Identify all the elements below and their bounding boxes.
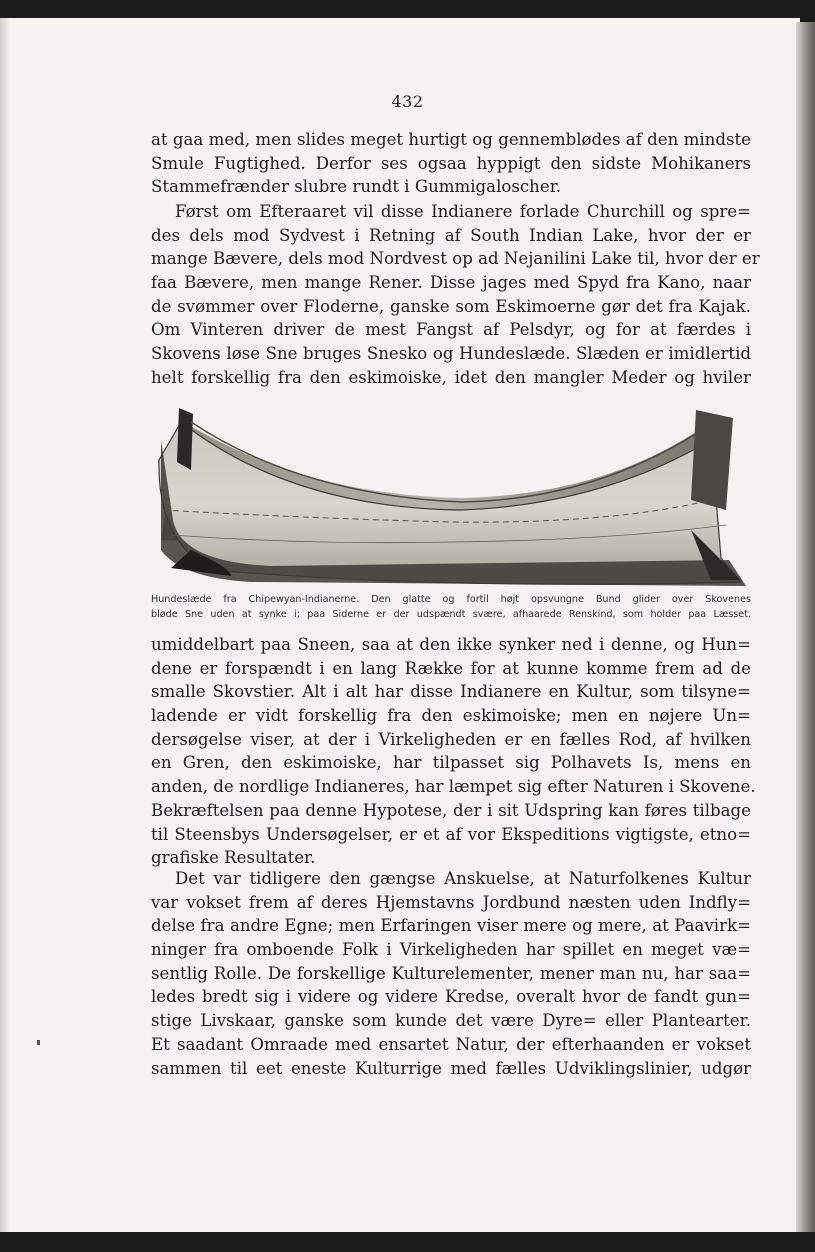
text-line: de svømmer over Floderne, ganske som Eskimoerne gør det fra Kajak. <box>151 296 751 316</box>
text-line: umiddelbart paa Sneen, saa at den ikke synker ned i denne, og Hun= <box>151 635 751 654</box>
page-number: 432 <box>391 92 424 111</box>
text-line: Skovens løse Sne bruges Snesko og Hundeslæde. Slæden er imidlertid <box>151 344 751 364</box>
text-line: helt forskellig fra den eskimoiske, idet den mangler Meder og hviler <box>151 367 751 387</box>
rear-post <box>691 410 733 510</box>
text-line: Smule Fugtighed. Derfor ses ogsaa hyppigt den sidste Mohikaners <box>151 153 751 173</box>
paragraph-2 <box>151 200 760 390</box>
text-line: Bekræftelsen paa denne Hypotese, der i sit Udspring kan føres tilbage <box>151 800 751 820</box>
text-line: ledes bredt sig i videre og videre Kredse, overalt hvor de fandt gun= <box>151 987 751 1007</box>
text-line: des dels mod Sydvest i Retning af South Indian Lake, hvor der er <box>151 225 751 245</box>
text-line: anden, de nordlige Indianeres, har læmpet sig efter Naturen i Skovene. <box>151 777 756 797</box>
caption-line: Hundeslæde fra Chipewyan-Indianerne. Den glatte og fortil højt opsvungne Bund glider over Skovenes <box>151 594 751 605</box>
text-line: smalle Skovstier. Alt i alt har disse Indianere en Kultur, som tilsyne= <box>151 682 751 702</box>
figure-caption <box>151 592 751 622</box>
page-gutter-shadow <box>0 18 10 1232</box>
paragraph-4 <box>151 867 751 1080</box>
text-line: mange Bævere, dels mod Nordvest op ad Nejanilini Lake til, hvor der er <box>151 249 760 269</box>
text-line: ninger fra omboende Folk i Virkeligheden har spillet en meget væ= <box>151 940 751 960</box>
text-line: Stammefrænder slubre rundt i Gummigaloscher. <box>151 177 562 197</box>
text-line: ladende er vidt forskellig fra den eskimoiske; men en nøjere Un= <box>151 706 751 726</box>
text-line: sammen til eet eneste Kulturrige med fælles Udviklingslinier, udgør <box>151 1058 751 1078</box>
text-line: dene er forspændt i en lang Række for at kunne komme frem ad de <box>151 658 751 678</box>
text-line: Om Vinteren driver de mest Fangst af Pelsdyr, og for at færdes i <box>151 320 751 340</box>
paragraph-1 <box>151 128 751 199</box>
text-line: delse fra andre Egne; men Erfaringen viser mere og mere, at Paavirk= <box>151 916 751 936</box>
text-line: stige Livskaar, ganske som kunde det være Dyre= eller Plantearter. <box>151 1011 751 1031</box>
text-line: en Gren, den eskimoiske, har tilpasset sig Polhavets Is, mens en <box>151 753 751 773</box>
text-line: faa Bævere, men mange Rener. Disse jages med Spyd fra Kano, naar <box>151 273 751 293</box>
text-line: grafiske Resultater. <box>151 848 316 868</box>
text-line: var vokset frem af deres Hjemstavns Jordbund næsten uden Indfly= <box>151 892 751 912</box>
caption-line: bløde Sne uden at synke i; paa Siderne er der udspændt svære, afhaarede Renskind, som holder paa Læsset. <box>151 609 751 620</box>
paragraph-3 <box>151 633 756 870</box>
page-edge-shadow <box>796 22 815 1232</box>
text-line: Et saadant Omraade med ensartet Natur, der efterhaanden er vokset <box>151 1034 751 1054</box>
sled-photograph <box>151 400 751 588</box>
text-line: til Steensbys Undersøgelser, er et af vor Ekspeditions vigtigste, etno= <box>151 824 751 844</box>
text-line: Det var tidligere den gængse Anskuelse, at Naturfolkenes Kultur <box>175 869 751 888</box>
curled-prow <box>177 408 193 470</box>
margin-speck <box>37 1040 40 1045</box>
toboggan-illustration <box>151 400 751 588</box>
text-line: sentlig Rolle. De forskellige Kulturelementer, mener man nu, har saa= <box>151 963 751 983</box>
text-line: dersøgelse viser, at der i Virkeligheden er en fælles Rod, af hvilken <box>151 729 751 749</box>
text-line: Først om Efteraaret vil disse Indianere forlade Churchill og spre= <box>175 202 751 221</box>
text-line: at gaa med, men slides meget hurtigt og gennemblødes af den mindste <box>151 130 751 149</box>
